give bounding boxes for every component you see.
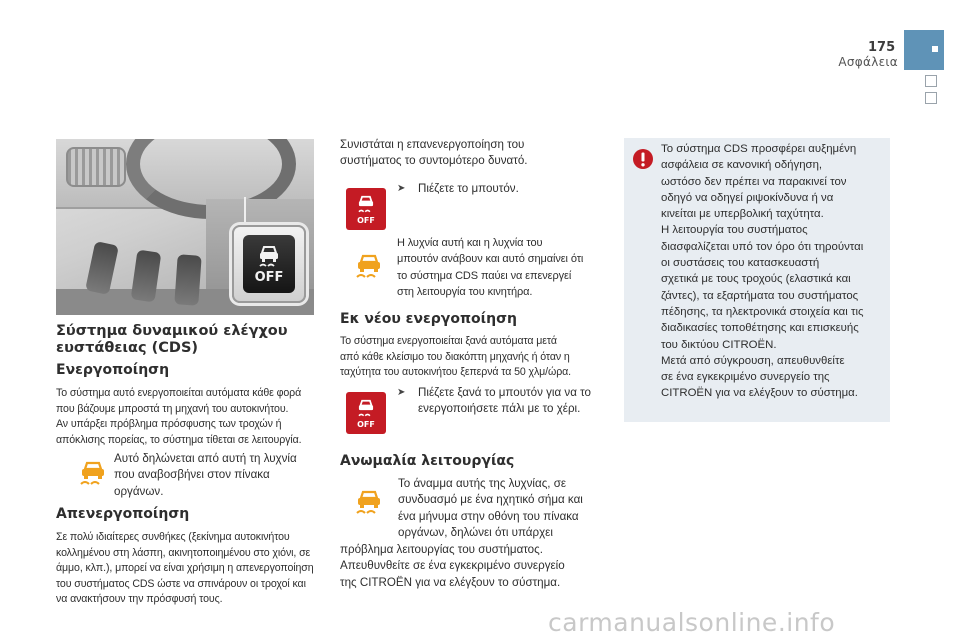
cds-button-callout: [232, 225, 306, 303]
step1-text: Πιέζετε το μπουτόν.: [418, 182, 519, 195]
reactivation-recommendation: Συνιστάται η επανενεργοποίηση του συστήματος το συντομότερο δυνατό.: [340, 138, 528, 168]
malfunction-text-indented: Το άναμμα αυτής της λυχνίας, σε συνδυασμό με ένα ηχητικό σήμα και ένα μήνυμα στην οθόνη του πίνακα οργάνων, δηλώνει ότι υπάρχει: [398, 477, 583, 540]
cds-off-button-icon: [346, 188, 386, 230]
cds-indicator-icon-3: [352, 486, 386, 516]
indicator-text: Αυτό δηλώνεται από αυτή τη λυχνία που αναβοσβήνει στον πίνακα οργάνων.: [114, 452, 297, 498]
skid-icon: [354, 192, 378, 214]
activation-heading: Ενεργοποίηση: [56, 362, 170, 378]
reactivation-heading: Εκ νέου ενεργοποίηση: [340, 311, 517, 327]
skid-icon-2: [354, 396, 378, 418]
page-title: Σύστημα δυναμικού ελέγχου ευστάθειας (CDS): [56, 323, 288, 356]
arrow-bullet-icon-2: ➤: [397, 387, 406, 398]
section-tab-empty-1[interactable]: [925, 75, 937, 87]
cds-indicator-icon-2: [352, 250, 386, 280]
dashboard-illustration: [56, 139, 314, 315]
button-off-label-2: OFF: [357, 420, 375, 429]
watermark: carmanualsonline.info: [548, 608, 836, 637]
deactivation-text: Σε πολύ ιδιαίτερες συνθήκες (ξεκίνημα αυτοκινήτου κολλημένου στη λάσπη, ακινητοποιημένου στο χιόνι, σε άμμο, κλπ.), μπορεί να είναι χρήσιμη η απενεργοποίηση του συστήματος CDS ώστε να σπινάρουν οι τροχοί και να ανακτήσουν την πρόσφυσή τους.: [56, 531, 314, 606]
activation-text: Το σύστημα αυτό ενεργοποιείται αυτόματα κάθε φορά που βάζουμε μπροστά τη μηχανή του αυτοκινήτου. Αν υπάρξει πρόβλημα πρόσφυσης των τροχών ή απόκλισης πορείας, το σύστημα τίθεται σε λειτουργία.: [56, 387, 302, 446]
cds-skid-icon: [254, 241, 284, 269]
button-off-label: OFF: [357, 216, 375, 225]
step2-text: Πιέζετε ξανά το μπουτόν για να το ενεργοποιήσετε πάλι με το χέρι.: [418, 386, 591, 416]
cds-indicator-icon: [76, 457, 110, 487]
page-number: 175: [868, 40, 896, 55]
warning-text: Το σύστημα CDS προσφέρει αυξημένη ασφάλεια σε κανονική οδήγηση, ωστόσο δεν πρέπει να παρακινεί τον οδηγό να οδηγεί ριψοκίνδυνα ή να κινείται με υπερβολική ταχύτητα. Η λειτουργία του συστήματος διασφαλίζεται υπό τον όρο ότι τηρούνται οι συστάσεις του κατασκευαστή σχετικά με τους τροχούς (ελαστικά και ζάντες), τα εξαρτήματα του συστήματος πέδησης, τα ηλεκτρονικά στοιχεία και τις διαδικασίες τοποθέτησης και επισκευής του δικτύου CITROËN. Μετά από σύγκρουση, απευθυνθείτε σε ένα εγκεκριμένο συνεργείο της CITROËN για να ελέγξουν το σύστημα.: [661, 143, 864, 400]
cds-button-off-label: OFF: [254, 270, 284, 285]
cds-off-button-icon-2: [346, 392, 386, 434]
section-tab[interactable]: [904, 30, 944, 70]
section-name: Ασφάλεια: [838, 55, 898, 69]
deactivation-heading: Απενεργοποίηση: [56, 506, 190, 522]
malfunction-heading: Ανωμαλία λειτουργίας: [340, 453, 515, 469]
warning-exclamation-icon: [632, 148, 654, 170]
section-tab-empty-2[interactable]: [925, 92, 937, 104]
reactivation-text: Το σύστημα ενεργοποιείται ξανά αυτόματα μετά από κάθε κλείσιμο του διακόπτη μηχανής ή όταν η ταχύτητα του αυτοκινήτου ξεπερνά τα 50 χλμ/ώρα.: [340, 335, 571, 379]
malfunction-text: πρόβλημα λειτουργίας του συστήματος. Απευθυνθείτε σε ένα εγκεκριμένο συνεργείο της CITROËN για να ελέγξουν το σύστημα.: [340, 543, 565, 589]
arrow-bullet-icon: ➤: [397, 183, 406, 194]
indicator-off-text: Η λυχνία αυτή και η λυχνία του μπουτόν ανάβουν και αυτό σημαίνει ότι το σύστημα CDS παύει να επενεργεί στη λειτουργία του κινητήρα.: [397, 237, 584, 299]
